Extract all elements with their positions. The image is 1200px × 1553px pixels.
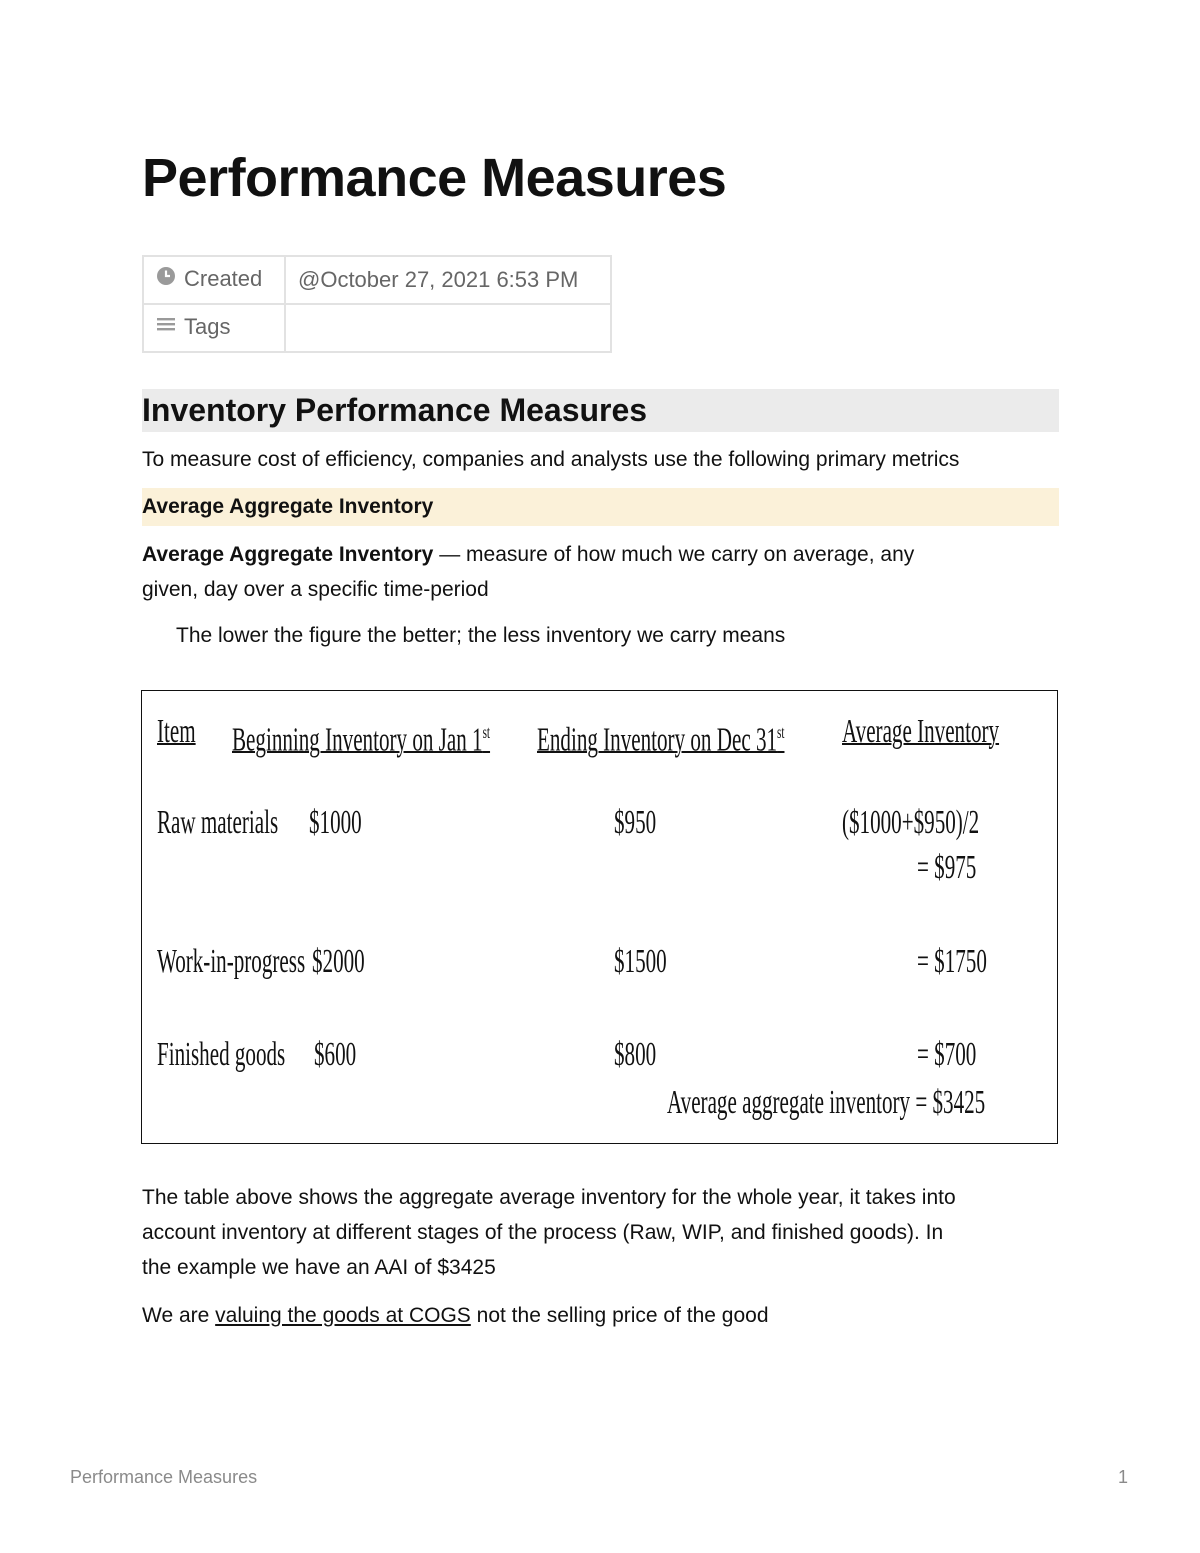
- figure-header-ending: [537, 713, 784, 759]
- property-row-created: [143, 256, 611, 304]
- explanation-line: account inventory at different stages of the process (Raw, WIP, and finished goods). In: [142, 1221, 944, 1244]
- callout-heading: Average Aggregate Inventory: [142, 495, 434, 518]
- explanation-line: the example we have an AAI of $3425: [142, 1256, 496, 1279]
- inventory-figure: [141, 690, 1058, 1144]
- valuing-underlined-text: valuing the goods at COGS: [215, 1304, 471, 1327]
- figure-header-beginning-text: Beginning Inventory on Jan 1: [232, 721, 483, 759]
- figure-header-ending-text: Ending Inventory on Dec 31: [537, 721, 778, 759]
- list-icon: [156, 314, 176, 340]
- property-key[interactable]: [143, 304, 285, 352]
- figure-total: Average aggregate inventory = $3425: [667, 1084, 986, 1121]
- definition-term: Average Aggregate Inventory: [142, 543, 434, 566]
- valuing-paragraph: [142, 1298, 1062, 1333]
- footer-page-number: 1: [1118, 1467, 1129, 1487]
- figure-row-beginning: $2000: [312, 943, 365, 980]
- section-heading: Inventory Performance Measures: [142, 392, 648, 428]
- explanation-line: The table above shows the aggregate average inventory for the whole year, it takes into: [142, 1186, 956, 1209]
- property-value[interactable]: @October 27, 2021 6:53 PM: [285, 256, 611, 304]
- figure-row-item: Finished goods: [157, 1036, 286, 1073]
- figure-header-beginning: [232, 713, 490, 759]
- footer-title: Performance Measures: [70, 1467, 258, 1487]
- definition-text: — measure of how much we carry on average, any: [433, 543, 915, 566]
- figure-header-ending-sup: st: [777, 722, 785, 742]
- definition-paragraph: [142, 537, 1062, 572]
- figure-row-ending: $800: [614, 1036, 657, 1073]
- figure-row-ending: $950: [614, 804, 657, 841]
- valuing-text: We are: [142, 1304, 216, 1327]
- figure-header-average: Average Inventory: [842, 713, 1000, 750]
- property-label: Tags: [184, 314, 231, 340]
- indented-note: The lower the figure the better; the less inventory we carry means: [176, 624, 786, 647]
- figure-row-average: = $975: [917, 849, 977, 886]
- property-row-tags: [143, 304, 611, 352]
- property-label: Created: [184, 266, 263, 292]
- figure-row-average: = $700: [917, 1036, 977, 1073]
- property-key[interactable]: [143, 256, 285, 304]
- intro-paragraph: To measure cost of efficiency, companies and analysts use the following primary metrics: [142, 448, 960, 471]
- figure-row-ending: $1500: [614, 943, 667, 980]
- figure-row-item: Work-in-progress: [157, 943, 306, 980]
- properties-table: [142, 255, 612, 353]
- clock-icon: [156, 266, 176, 292]
- figure-row-average: = $1750: [917, 943, 987, 980]
- figure-row-beginning: $600: [314, 1036, 357, 1073]
- valuing-text: not the selling price of the good: [470, 1304, 769, 1327]
- property-value[interactable]: [285, 304, 611, 352]
- page-title: Performance Measures: [142, 148, 727, 208]
- figure-row-formula: ($1000+$950)/2: [842, 804, 980, 841]
- figure-header-item: Item: [157, 713, 196, 750]
- figure-row-item: Raw materials: [157, 804, 279, 841]
- figure-header-beginning-sup: st: [482, 722, 491, 742]
- figure-row-beginning: $1000: [309, 804, 362, 841]
- definition-paragraph-continued: given, day over a specific time-period: [142, 578, 489, 601]
